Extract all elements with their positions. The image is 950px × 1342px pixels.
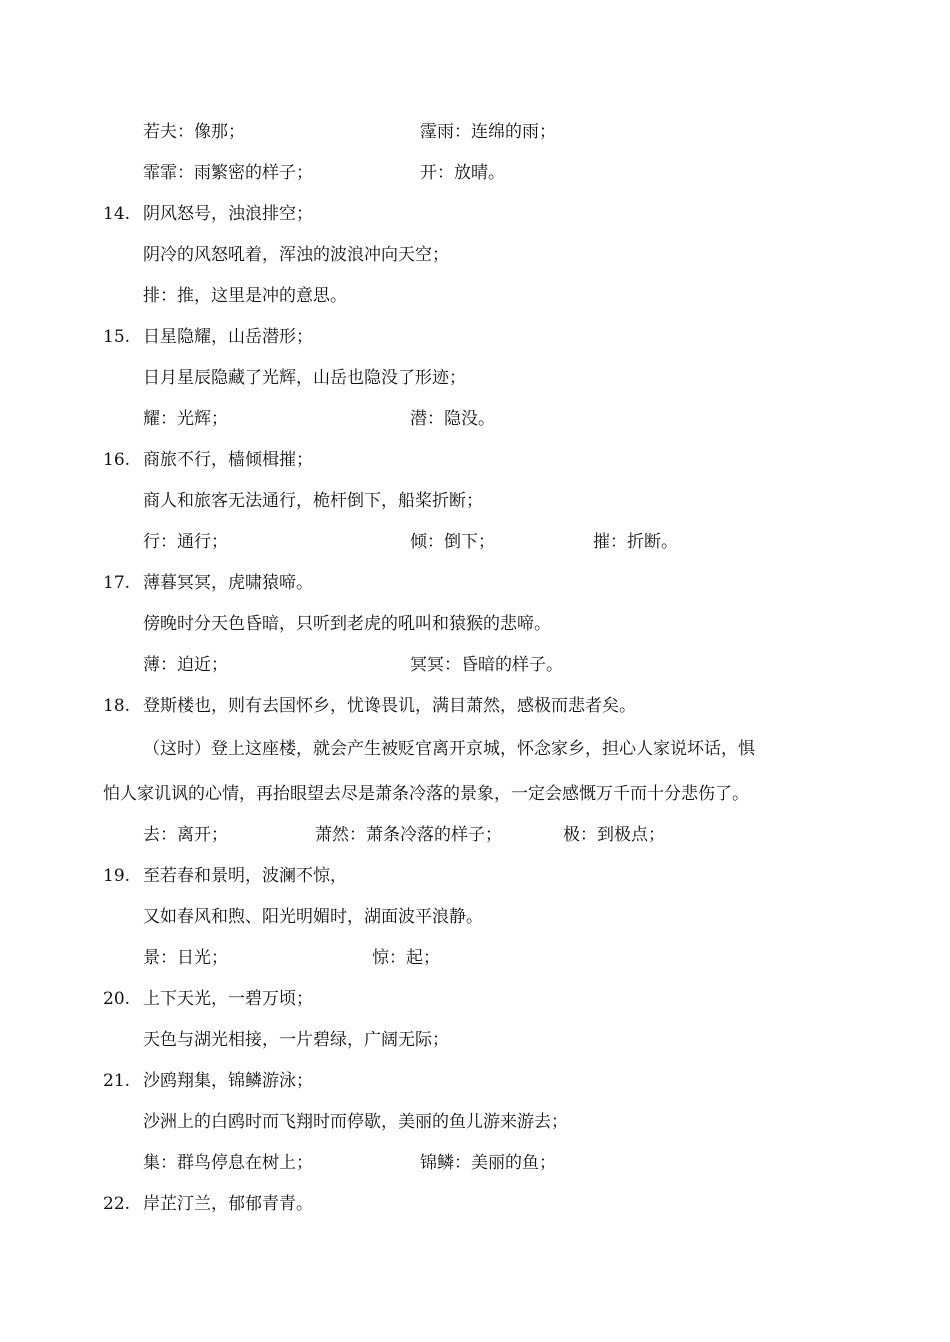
original-sentence: 登斯楼也，则有去国怀乡，忧谗畏讥，满目萧然，感极而悲者矣。 xyxy=(143,696,636,716)
gloss-item: 若夫：像那； xyxy=(143,122,245,142)
translation: 怕人家讥讽的心情，再抬眼望去尽是萧条冷落的景象，一定会感慨万千而十分悲伤了。 xyxy=(103,784,749,804)
gloss-item: 惊：起； xyxy=(372,948,440,968)
gloss-item: 景：日光； xyxy=(143,948,228,968)
original-sentence: 阴风怒号，浊浪排空； xyxy=(143,204,313,224)
gloss-item: 耀：光辉； xyxy=(143,409,228,429)
gloss-item: 排：推，这里是冲的意思。 xyxy=(143,286,347,306)
translation: 又如春风和煦、阳光明媚时，湖面波平浪静。 xyxy=(143,907,483,927)
gloss-item: 薄：迫近； xyxy=(143,655,228,675)
gloss-item: 霪雨：连绵的雨； xyxy=(420,122,556,142)
item-number: 16. xyxy=(103,450,131,470)
translation: 商人和旅客无法通行，桅杆倒下，船桨折断； xyxy=(143,491,483,511)
item-number: 19. xyxy=(103,866,131,886)
item-number: 22. xyxy=(103,1194,131,1214)
gloss-item: 霏霏：雨繁密的样子； xyxy=(143,163,313,183)
original-sentence: 沙鸥翔集，锦鳞游泳； xyxy=(143,1071,313,1091)
original-sentence: 上下天光，一碧万顷； xyxy=(143,989,313,1009)
original-sentence: 至若春和景明，波澜不惊， xyxy=(143,866,347,886)
item-number: 21. xyxy=(103,1071,131,1091)
item-number: 18. xyxy=(103,696,131,716)
gloss-item: 倾：倒下； xyxy=(410,532,495,552)
original-sentence: 日星隐耀，山岳潜形； xyxy=(143,327,313,347)
gloss-item: 行：通行； xyxy=(143,532,228,552)
translation: 傍晚时分天色昏暗，只听到老虎的吼叫和猿猴的悲啼。 xyxy=(143,614,551,634)
translation: 天色与湖光相接，一片碧绿，广阔无际； xyxy=(143,1030,449,1050)
translation: 日月星辰隐藏了光辉，山岳也隐没了形迹； xyxy=(143,368,466,388)
gloss-item: 萧然：萧条冷落的样子； xyxy=(315,825,502,845)
translation: 沙洲上的白鸥时而飞翔时而停歇，美丽的鱼儿游来游去； xyxy=(143,1112,568,1132)
gloss-item: 摧：折断。 xyxy=(593,532,678,552)
gloss-item: 集：群鸟停息在树上； xyxy=(143,1153,313,1173)
translation: （这时）登上这座楼，就会产生被贬官离开京城，怀念家乡，担心人家说坏话，惧 xyxy=(143,739,755,759)
gloss-item: 去：离开； xyxy=(143,825,228,845)
original-sentence: 商旅不行，樯倾楫摧； xyxy=(143,450,313,470)
item-number: 17. xyxy=(103,573,131,593)
translation: 阴冷的风怒吼着，浑浊的波浪冲向天空； xyxy=(143,245,449,265)
original-sentence: 岸芷汀兰，郁郁青青。 xyxy=(143,1194,313,1214)
gloss-item: 极：到极点； xyxy=(563,825,665,845)
original-sentence: 薄暮冥冥，虎啸猿啼。 xyxy=(143,573,313,593)
item-number: 15. xyxy=(103,327,131,347)
gloss-item: 潜：隐没。 xyxy=(410,409,495,429)
gloss-item: 开：放晴。 xyxy=(420,163,505,183)
item-number: 20. xyxy=(103,989,131,1009)
gloss-item: 冥冥：昏暗的样子。 xyxy=(410,655,563,675)
gloss-item: 锦鳞：美丽的鱼； xyxy=(420,1153,556,1173)
item-number: 14. xyxy=(103,204,131,224)
